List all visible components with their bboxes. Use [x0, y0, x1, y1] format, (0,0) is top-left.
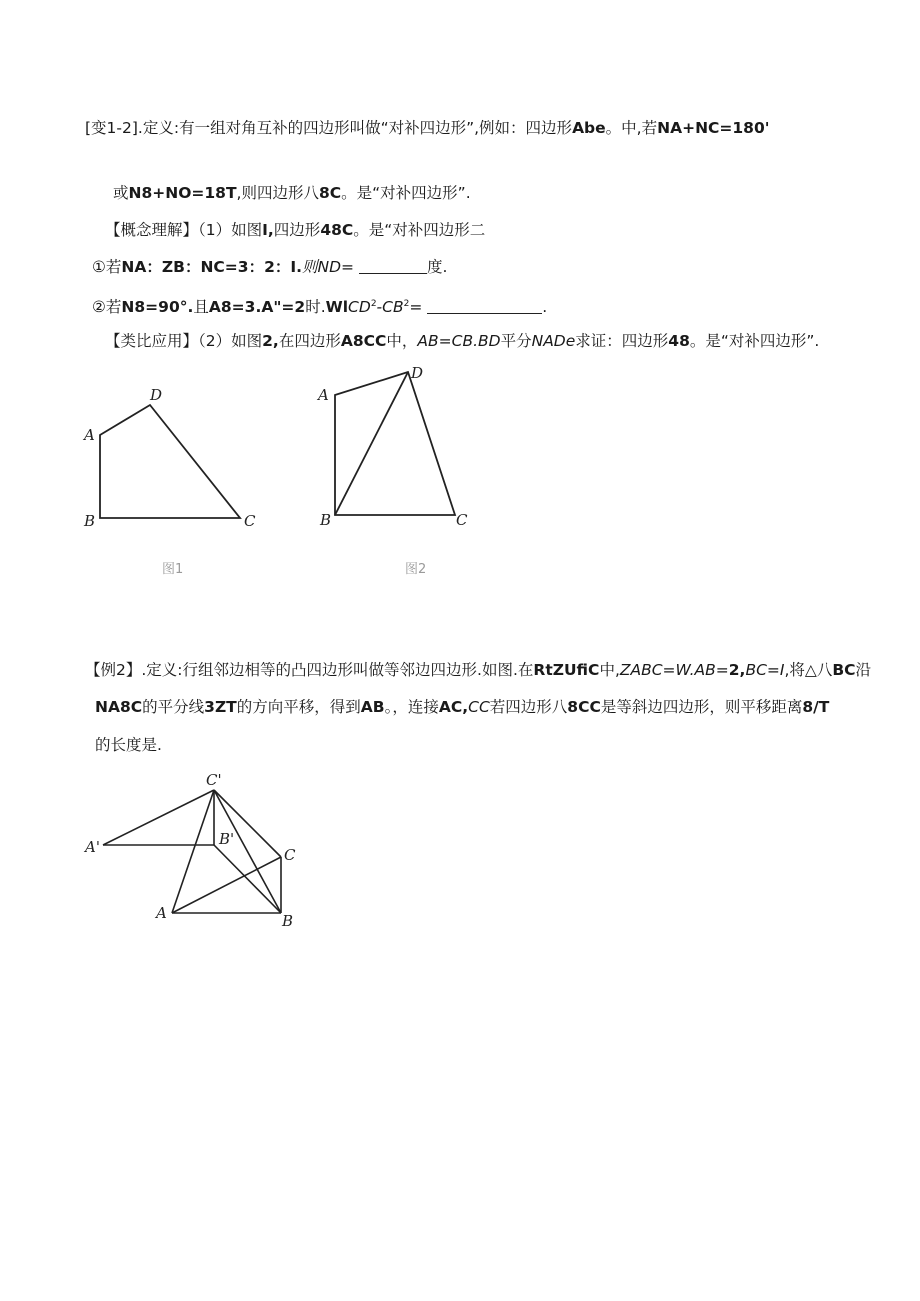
problem-tag: [变1-2]. [85, 119, 143, 137]
label-a: A [156, 904, 167, 922]
segment-b1-b [214, 845, 281, 913]
label-c: C [456, 511, 468, 529]
label-d: D [411, 364, 424, 382]
problem1-line4: ①若NA：ZB：NC=3：2：I.则ND= 度. [92, 258, 448, 276]
figure2-caption: 图2 [405, 562, 427, 577]
problem1-line1: [变1-2].定义:有一组对角互补的四边形叫做“对补四边形”,例如：四边形Abe。中,若NA+NC=180' [85, 119, 770, 137]
label-a1: A' [85, 838, 100, 856]
problem-tag: 【例2】 [85, 661, 142, 679]
segment-c1-b [214, 790, 281, 913]
problem1-line5: ②若N8=90°.且A8=3.A"=2时$.WlCD^2-CB^2=$ . [92, 298, 548, 316]
figure1-caption: 图1 [162, 562, 184, 577]
label-b: B [320, 511, 332, 529]
problem2-line1: 【例2】.定义:行组邻边相等的凸四边形叫做等邻边四边形.如图.在RtZUfiC中,ZABC=W.AB=2,BC=I,将△八BC沿 [85, 661, 872, 679]
problem1-line6: 【类比应用】（2）如图2,在四边形A8CC中，AB=CB.BD平分NADe求证：四边形48。是“对补四边形”. [105, 332, 820, 350]
label-a: A [84, 426, 95, 444]
label-c1: C' [206, 771, 222, 789]
label-b1: B' [219, 830, 235, 848]
label-b: B [282, 912, 294, 930]
problem1-line2: 或N8+NO=18T,则四边形八8C。是“对补四边形”. [113, 184, 471, 202]
label-c: C [244, 512, 256, 530]
section-tag: 【类比应用】 [105, 332, 199, 350]
label-b: B [84, 512, 96, 530]
label-a: A [318, 386, 329, 404]
problem2-line2: NA8C的平分线3ZT的方向平移，得到AB。，连接AC,CC若四边形八8CC是等斜边四边形，则平移距离8/T [95, 698, 830, 716]
label-d: D [150, 386, 163, 404]
problem1-line3: 【概念理解】（1）如图I,四边形48C。是“对补四边形二 [105, 221, 486, 239]
section-tag: 【概念理解】 [105, 221, 199, 239]
label-c: C [284, 846, 296, 864]
problem2-line3: 的长度是. [95, 736, 162, 754]
